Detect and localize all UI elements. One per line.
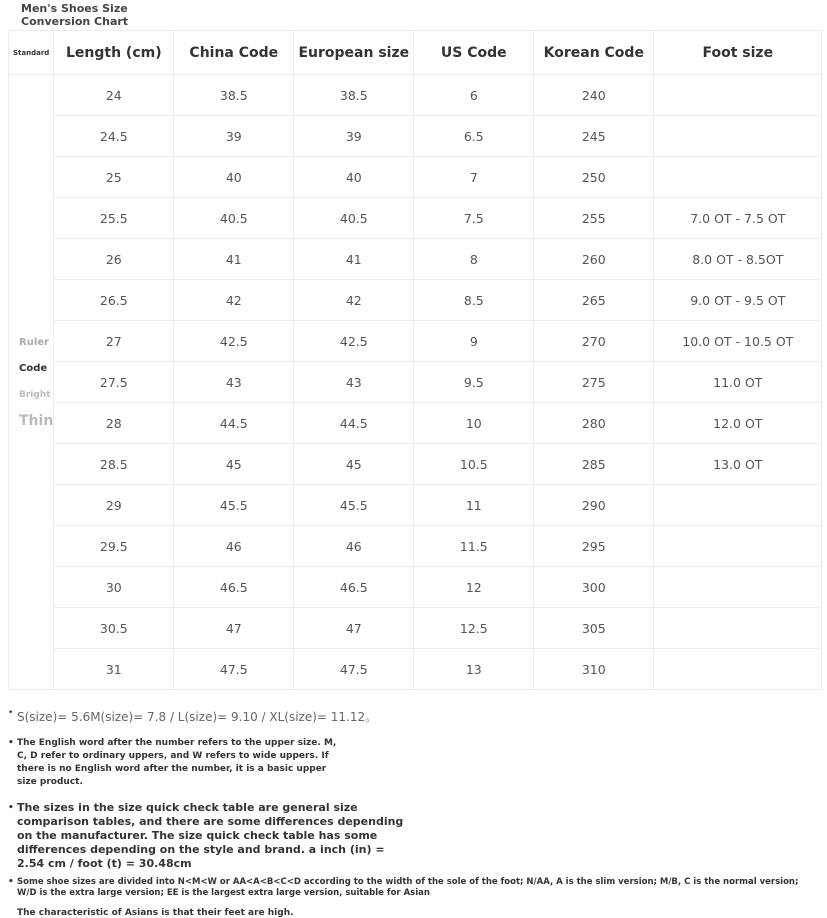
note-text: The sizes in the size quick check table are general size comparison tables, and there are some differences depending on the manufacturer. The size quick check table has some differences depending on the style and brand. a inch (in) = 2.54 cm / foot (t) = 30.48cm <box>17 801 404 870</box>
table-row <box>9 157 822 198</box>
cell-us-code: 13 <box>414 649 534 690</box>
table-row <box>9 321 822 362</box>
cell-korean-code: 260 <box>534 239 654 280</box>
cell-us-code: 6 <box>414 75 534 116</box>
cell-china-code: 39 <box>174 116 294 157</box>
cell-length: 30.5 <box>54 608 174 649</box>
table-row <box>9 239 822 280</box>
cell-foot-size <box>654 116 822 157</box>
table-row <box>9 567 822 608</box>
header-korean-code: Korean Code <box>534 31 654 75</box>
bullet-icon: • <box>8 877 14 887</box>
cell-foot-size: 8.0 OT - 8.5OT <box>654 239 822 280</box>
note-asian-feet <box>8 908 808 918</box>
cell-foot-size <box>654 649 822 690</box>
cell-european-size: 47 <box>294 608 414 649</box>
standard-label: Bright <box>19 390 51 400</box>
cell-us-code: 12 <box>414 567 534 608</box>
cell-korean-code: 290 <box>534 485 654 526</box>
cell-length: 27.5 <box>54 362 174 403</box>
cell-european-size: 46 <box>294 526 414 567</box>
cell-length: 24 <box>54 75 174 116</box>
cell-foot-size <box>654 608 822 649</box>
cell-us-code: 6.5 <box>414 116 534 157</box>
cell-european-size: 44.5 <box>294 403 414 444</box>
table-row <box>9 608 822 649</box>
table-row <box>9 198 822 239</box>
cell-korean-code: 300 <box>534 567 654 608</box>
bullet-icon: • <box>8 803 14 813</box>
cell-foot-size <box>654 157 822 198</box>
table-row <box>9 362 822 403</box>
cell-china-code: 45 <box>174 444 294 485</box>
note-size-line <box>8 708 808 725</box>
cell-korean-code: 255 <box>534 198 654 239</box>
cell-korean-code: 310 <box>534 649 654 690</box>
notes-section <box>8 704 808 918</box>
standard-label: Thin <box>19 413 54 429</box>
cell-european-size: 45.5 <box>294 485 414 526</box>
cell-foot-size <box>654 567 822 608</box>
cell-length: 26.5 <box>54 280 174 321</box>
cell-china-code: 43 <box>174 362 294 403</box>
cell-length: 30 <box>54 567 174 608</box>
cell-korean-code: 305 <box>534 608 654 649</box>
table-row <box>9 485 822 526</box>
cell-european-size: 42.5 <box>294 321 414 362</box>
header-row <box>9 31 822 75</box>
cell-european-size: 41 <box>294 239 414 280</box>
chart-title: Men's Shoes Size Conversion Chart <box>21 2 129 28</box>
cell-korean-code: 270 <box>534 321 654 362</box>
cell-foot-size <box>654 526 822 567</box>
note-width-versions <box>8 877 808 899</box>
cell-korean-code: 295 <box>534 526 654 567</box>
cell-korean-code: 280 <box>534 403 654 444</box>
cell-us-code: 11.5 <box>414 526 534 567</box>
cell-european-size: 40.5 <box>294 198 414 239</box>
cell-length: 28.5 <box>54 444 174 485</box>
note-general-comparison <box>8 801 407 871</box>
cell-us-code: 10.5 <box>414 444 534 485</box>
table-row <box>9 75 822 116</box>
cell-foot-size: 7.0 OT - 7.5 OT <box>654 198 822 239</box>
cell-length: 24.5 <box>54 116 174 157</box>
table-row <box>9 444 822 485</box>
cell-china-code: 47.5 <box>174 649 294 690</box>
cell-china-code: 41 <box>174 239 294 280</box>
cell-european-size: 46.5 <box>294 567 414 608</box>
cell-korean-code: 240 <box>534 75 654 116</box>
cell-korean-code: 275 <box>534 362 654 403</box>
cell-korean-code: 245 <box>534 116 654 157</box>
note-text: S(size)= 5.6M(size)= 7.8 / L(size)= 9.10 / XL(size)= 11.12。 <box>17 710 378 724</box>
cell-foot-size: 11.0 OT <box>654 362 822 403</box>
cell-foot-size: 10.0 OT - 10.5 OT <box>654 321 822 362</box>
cell-korean-code: 285 <box>534 444 654 485</box>
cell-us-code: 9 <box>414 321 534 362</box>
cell-european-size: 39 <box>294 116 414 157</box>
cell-length: 25 <box>54 157 174 198</box>
cell-european-size: 42 <box>294 280 414 321</box>
cell-us-code: 9.5 <box>414 362 534 403</box>
cell-european-size: 45 <box>294 444 414 485</box>
cell-foot-size: 13.0 OT <box>654 444 822 485</box>
cell-length: 25.5 <box>54 198 174 239</box>
cell-foot-size: 9.0 OT - 9.5 OT <box>654 280 822 321</box>
note-upper-size <box>8 737 347 789</box>
header-standard: Standard <box>9 31 54 75</box>
cell-foot-size: 12.0 OT <box>654 403 822 444</box>
cell-length: 27 <box>54 321 174 362</box>
cell-china-code: 44.5 <box>174 403 294 444</box>
note-text: The characteristic of Asians is that their feet are high. <box>17 908 294 918</box>
bullet-icon: • <box>8 738 14 748</box>
cell-china-code: 46 <box>174 526 294 567</box>
cell-china-code: 45.5 <box>174 485 294 526</box>
cell-us-code: 7 <box>414 157 534 198</box>
table-row <box>9 403 822 444</box>
cell-korean-code: 265 <box>534 280 654 321</box>
table-row <box>9 649 822 690</box>
cell-china-code: 42.5 <box>174 321 294 362</box>
standard-column-labels <box>9 75 54 690</box>
cell-us-code: 8.5 <box>414 280 534 321</box>
size-conversion-table <box>8 30 822 690</box>
cell-foot-size <box>654 485 822 526</box>
cell-length: 29 <box>54 485 174 526</box>
cell-length: 29.5 <box>54 526 174 567</box>
cell-china-code: 47 <box>174 608 294 649</box>
header-us-code: US Code <box>414 31 534 75</box>
bullet-icon: • <box>8 708 14 718</box>
cell-european-size: 38.5 <box>294 75 414 116</box>
cell-china-code: 40.5 <box>174 198 294 239</box>
cell-china-code: 38.5 <box>174 75 294 116</box>
standard-label: Ruler <box>19 337 49 348</box>
cell-length: 26 <box>54 239 174 280</box>
table-row <box>9 526 822 567</box>
header-china-code: China Code <box>174 31 294 75</box>
cell-korean-code: 250 <box>534 157 654 198</box>
cell-length: 31 <box>54 649 174 690</box>
header-foot-size: Foot size <box>654 31 822 75</box>
cell-us-code: 10 <box>414 403 534 444</box>
cell-european-size: 40 <box>294 157 414 198</box>
cell-us-code: 7.5 <box>414 198 534 239</box>
standard-label: Code <box>19 363 48 374</box>
header-european-size: European size <box>294 31 414 75</box>
cell-china-code: 46.5 <box>174 567 294 608</box>
cell-length: 28 <box>54 403 174 444</box>
note-text: Some shoe sizes are divided into N<M<W or AA<A<B<C<D according to the width of the sole of the foot; N/AA, A is the slim version; M/B, C is the normal version; W/D is the extra large version; EE is the largest extra large version, suitable for Asian <box>17 877 799 898</box>
table-row <box>9 280 822 321</box>
cell-european-size: 47.5 <box>294 649 414 690</box>
cell-foot-size <box>654 75 822 116</box>
cell-china-code: 42 <box>174 280 294 321</box>
header-length: Length (cm) <box>54 31 174 75</box>
cell-european-size: 43 <box>294 362 414 403</box>
cell-us-code: 8 <box>414 239 534 280</box>
note-text: The English word after the number refers to the upper size. M, C, D refer to ordinary uppers, and W refers to wide uppers. If there is no English word after the number, it is a basic upper size product. <box>17 738 337 787</box>
table-row <box>9 116 822 157</box>
cell-us-code: 11 <box>414 485 534 526</box>
cell-us-code: 12.5 <box>414 608 534 649</box>
cell-china-code: 40 <box>174 157 294 198</box>
